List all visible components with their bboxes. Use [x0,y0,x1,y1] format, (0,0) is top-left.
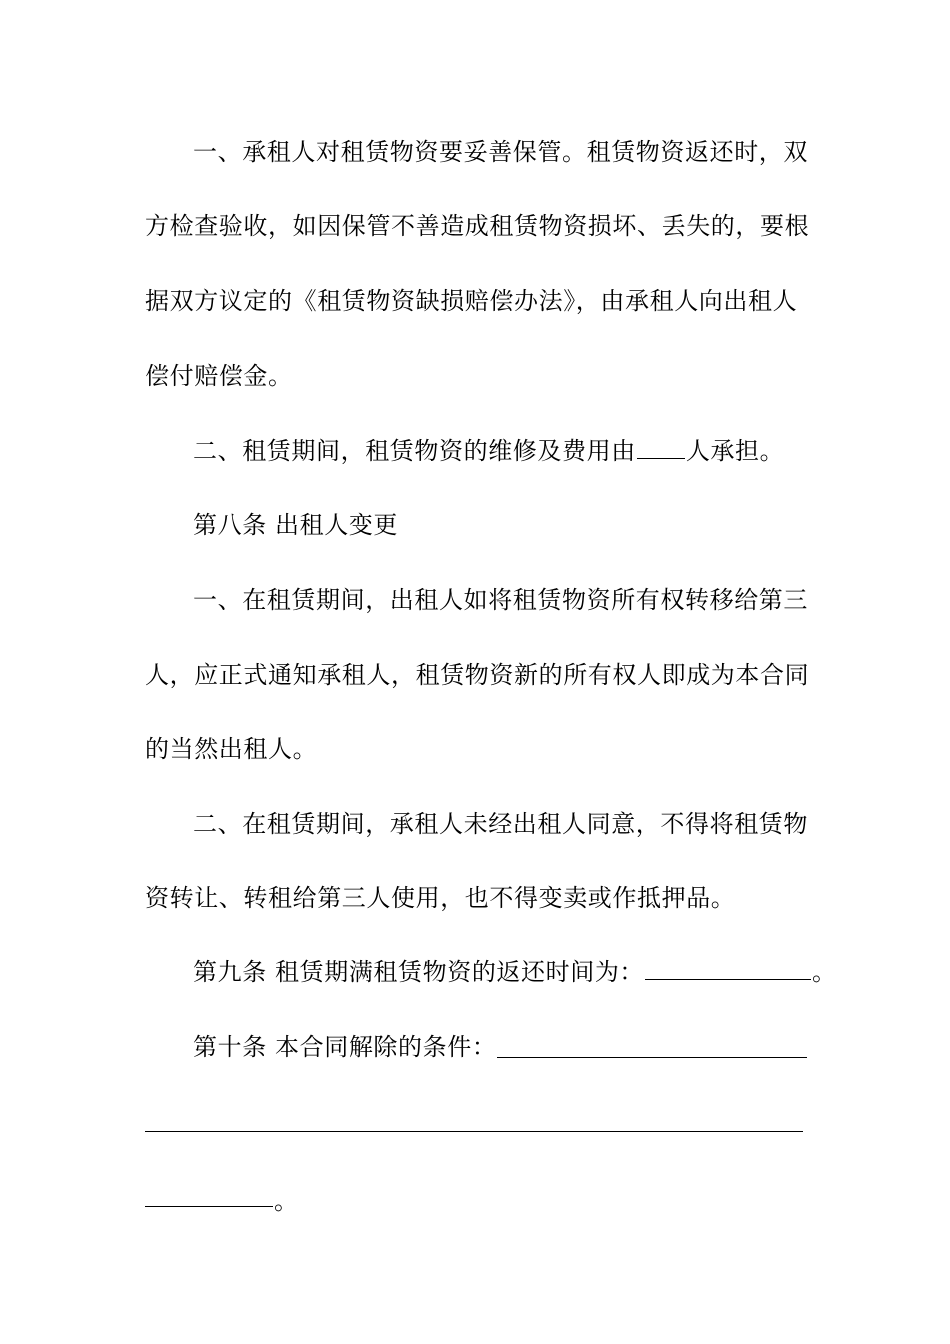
text-span: 人承担。 [685,437,785,465]
text-span: 第九条 租赁期满租赁物资的返还时间为： [193,958,645,986]
fill-in-blank[interactable] [645,953,811,980]
text-span: 人，应正式通知承租人，租赁物资新的所有权人即成为本合同 [145,661,810,689]
clause-9 [193,952,863,992]
closing-period [274,1181,314,1221]
clause-10 [193,1027,863,1067]
clause-8-heading [193,505,863,545]
clause-7-item-1-line-3 [145,281,815,321]
clause-7-item-2 [193,431,863,471]
fill-in-blank[interactable] [145,1131,803,1132]
text-span: 偿付赔偿金。 [145,362,293,390]
fill-in-blank[interactable] [497,1057,807,1058]
text-span: 据双方议定的《租赁物资缺损赔偿办法》，由承租人向出租人 [145,287,798,315]
text-span: 一、在租赁期间，出租人如将租赁物资所有权转移给第三 [193,586,808,614]
text-span: 二、在租赁期间，承租人未经出租人同意，不得将租赁物 [193,810,808,838]
clause-7-item-1-line-4 [145,356,815,396]
text-span: 资转让、转租给第三人使用，也不得变卖或作抵押品。 [145,884,736,912]
text-span: 二、租赁期间，租赁物资的维修及费用由 [193,437,636,465]
clause-7-item-1-line-2 [145,206,815,246]
text-span: 。 [274,1187,299,1215]
text-span: 的当然出租人。 [145,735,318,763]
text-span: 方检查验收，如因保管不善造成租赁物资损坏、丢失的，要根 [145,212,810,240]
text-span: 。 [812,958,837,986]
text-span: 一、承租人对租赁物资要妥善保管。租赁物资返还时，双 [193,138,808,166]
text-span: 第八条 出租人变更 [193,511,399,539]
text-span: 第十条 本合同解除的条件： [193,1033,497,1061]
clause-8-item-1-line-1 [193,580,863,620]
clause-8-item-2-line-1 [193,804,863,844]
clause-8-item-1-line-2 [145,655,815,695]
fill-in-blank[interactable] [637,432,685,459]
fill-in-blank[interactable] [145,1206,273,1207]
clause-8-item-1-line-3 [145,729,815,769]
clause-7-item-1-line-1 [193,132,863,172]
clause-8-item-2-line-2 [145,878,815,918]
